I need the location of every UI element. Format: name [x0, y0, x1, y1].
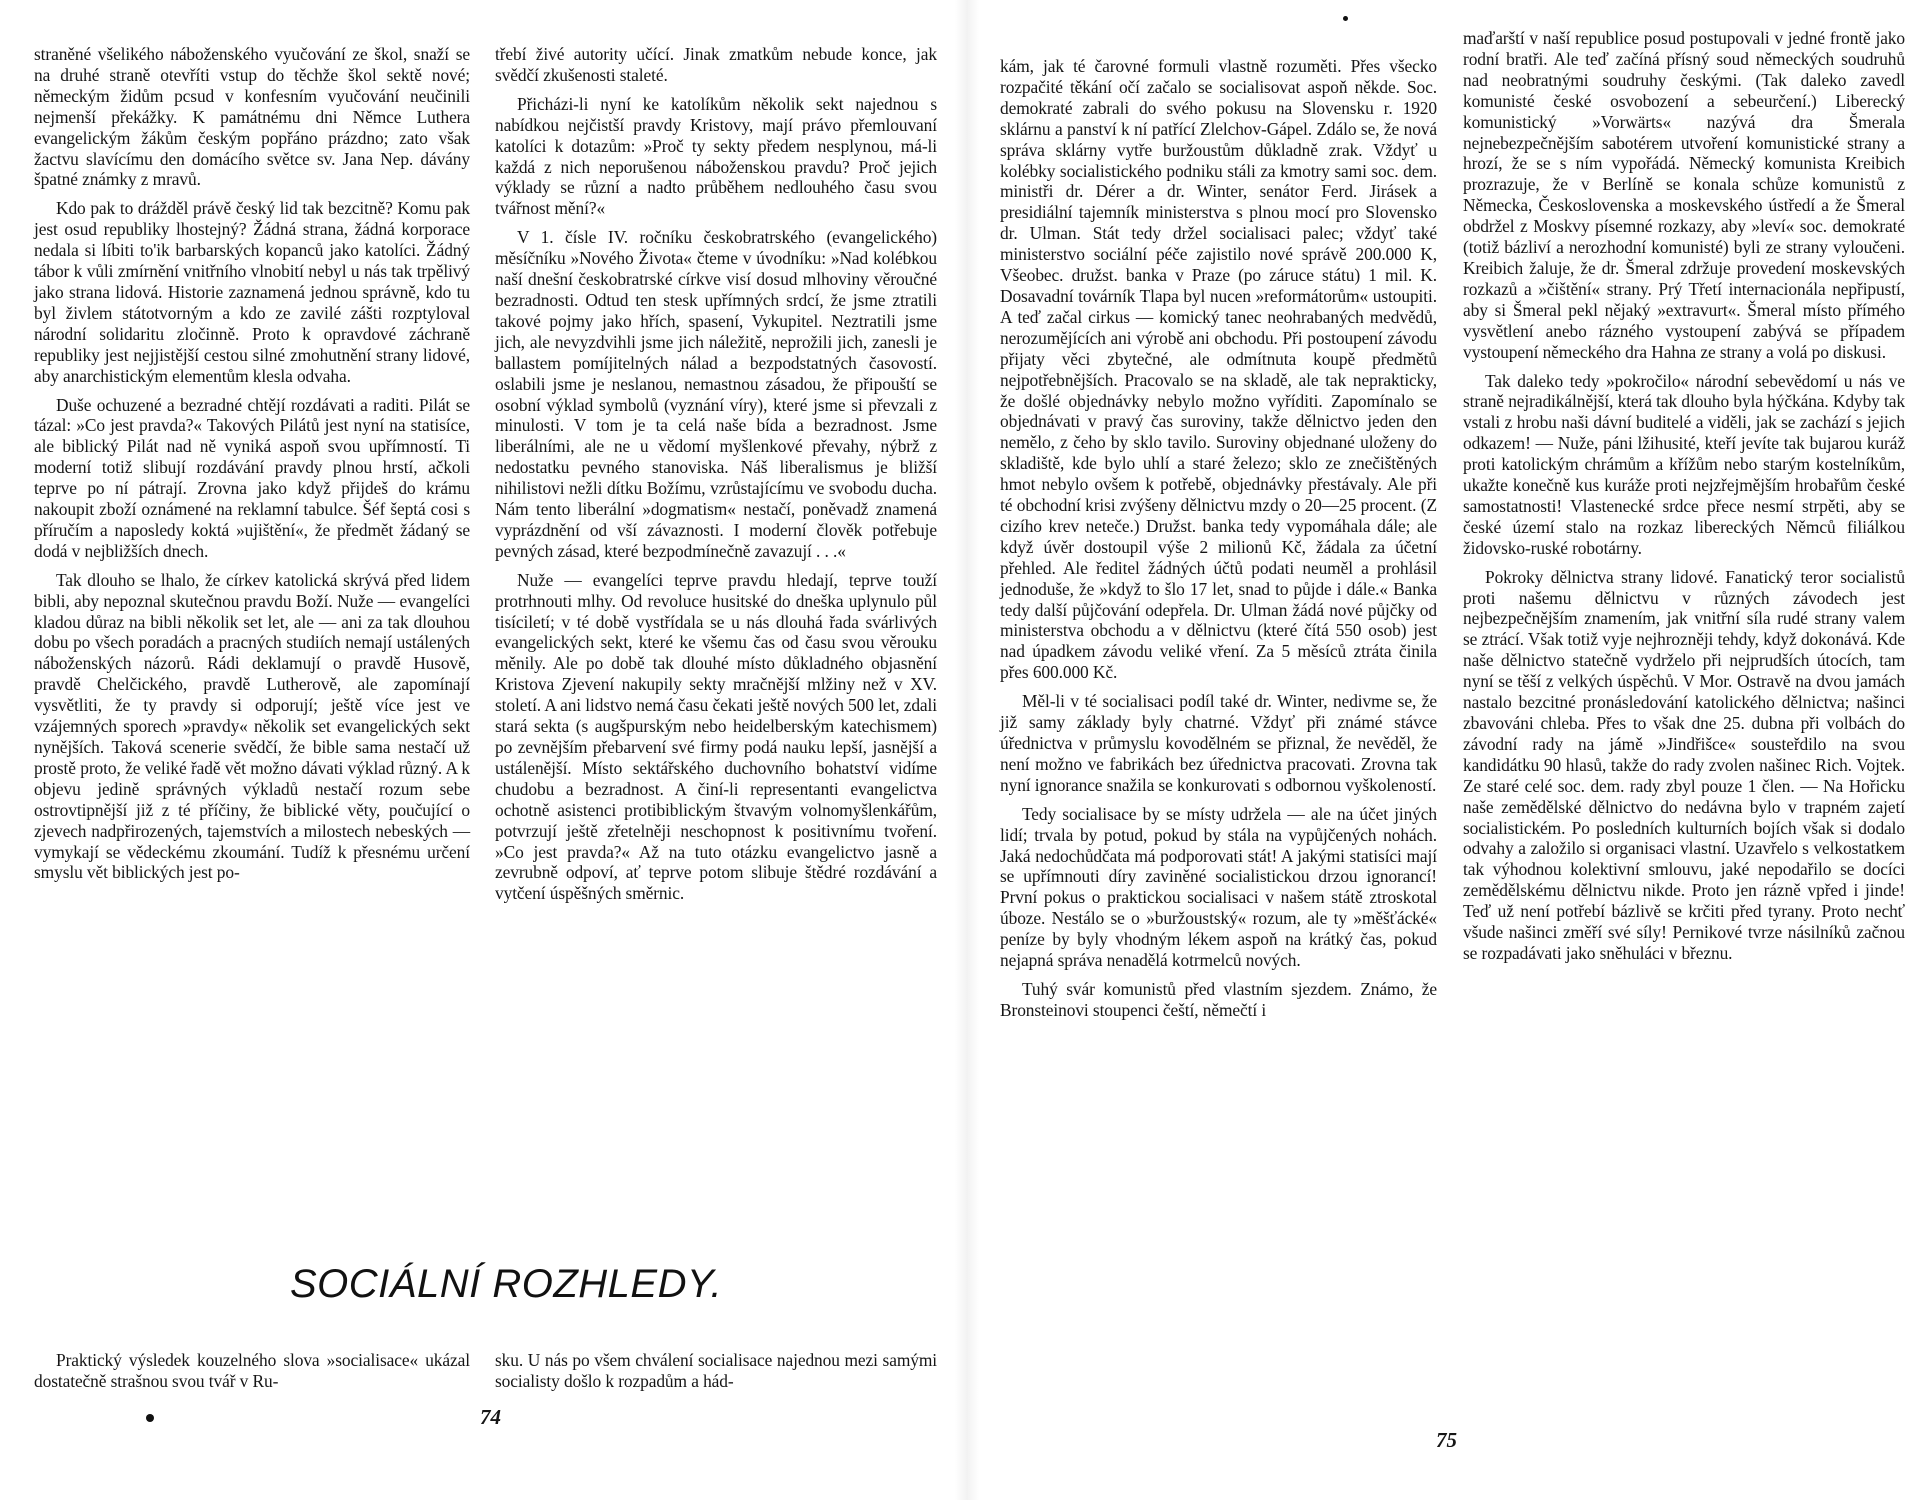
page-number: 74 — [480, 1405, 501, 1429]
paragraph: sku. U nás po všem chválení socialisace najednou mezi samými socialisty došlo k rozpadům a hád- — [495, 1350, 937, 1391]
paragraph: Kdo pak to drážděl právě český lid tak bezcitně? Komu pak jest osud republiky lhostejný? Žádná strana, žádná korporace nedala si líbiti to'ik barbarských kopanců jako katolíci. Žádný tábor k vůli zmírnění vnitřního vlnobití nebyl u nás tak trpělivý jako strana lidová. Historie zaznamená jednou správně, kdo tu byl živlem státotvorným a kdo ze zavilé zášti rozptyloval národní solidaritu zločinně. Proto k opravdové záchraně republiky jest nejjistější cestou silné zmohutnění strany lidové, aby anarchistickým elementům klesla odvaha. — [34, 198, 470, 386]
paragraph: maďarští v naší republice posud postupovali v jedné frontě jako rodní bratři. Ale teď začíná přísný soud německých soudruhů nad neobratnými soudruhy českými. (Tak daleko zavedl komunisté české osvobození a sebeurčení.) Liberecký komunistický »Vorwärts« nazývá dra Šmerala nejnebezpečnějším sabotérem utvoření komunistické strany a hrozí, že se s ním vypořádá. Německý komunista Kreibich prozrazuje, že v Berlíně se konala schůze komunistů z Německa, Československa a moskevského ústředí a že Šmeral obdržel z Moskvy písemné rozkazy, aby »leví« soc. demokraté (totiž bázliví a nerozhodní komunisté) byli ze strany vyloučeni. Kreibich žaluje, že dr. Šmeral zdržuje provedení moskevských rozkazů a »čištění« strany. Prý Třetí internacionála nepřipustí, aby si Šmeral pekl nějaký »extravurt«. Šmeral místo přímého vysvětlení anebo rázného vystoupení zabývá se případem vystoupení německého dra Hahna ze strany a volá po diskusi. — [1463, 28, 1905, 362]
paragraph: Tuhý svár komunistů před vlastním sjezdem. Známo, že Bronsteinovi stoupenci čeští, němečtí i — [1000, 978, 1437, 1020]
page-number: 75 — [1436, 1428, 1457, 1452]
paragraph: Přicházi-li nyní ke katolíkům několik sekt najednou s nabídkou nejčistší pravdy Kristovy, mají právo přemlouvaní katolíci k dotazům: »Proč ty sekty předem nesplynou, má-li každá z nich neporušenou náboženskou pravdu? Proč jejich výklady se různí a nadto průběhem nedlouhého času svou tvářnost mění?« — [495, 93, 937, 219]
right-page — [966, 0, 1932, 1500]
ink-speck — [146, 1414, 154, 1422]
paragraph: Tedy socialisace by se místy udržela — ale na účet jiných lidí; trvala by potud, pokud by stála na vypůjčených nohách. Jaká nedochůdčata má podporovati stát! A jakými statisíci mají se upřímnouti díry zaviněné socialistickou drzou ignorancí! První pokus o praktickou socialisaci v našem státě ztroskotal úboze. Nestálo se o »buržoustský« rozum, ale ty »měšťácké« peníze by byly vhodným lékem aspoň na krátký čas, pokud nejapná správa nenadělá kotrmelců nových. — [1000, 803, 1437, 971]
paragraph: straněné všelikého náboženského vyučování ze škol, snaží se na druhé straně otevříti vstup do těchže škol sektě nové; německým židům pcsud v konfesním vyučování neučinili nejmenší překážky. K památnému dni Němce Luthera evangelickým žákům českým popřáno prázdno; zato však žactvu slavícímu den domácího světce sv. Jana Nep. dávány špatné známky z mravů. — [34, 44, 470, 190]
right-column-1 — [1000, 56, 1437, 1029]
paragraph: Tak daleko tedy »pokročilo« národní sebevědomí u nás ve straně nejradikálnější, která tak dlouho byla hýčkána. Kdyby tak vstali z hrobu naši dávní buditelé a viděli, jak se zachází s jejich odkazem! — Nuže, páni lžihusité, kteří jevíte tak bujarou kuráž proti katolickým chrámům a křížům nebo starým kostelníkům, ukažte konečně kus kuráže proti nejzřejmějším hrobařům české samostatnosti! Vlastenecké srdce přece nesmí strpěti, aby se české území stalo na rozkaz libereckých Němců filiálkou židovsko-ruské robotárny. — [1463, 370, 1905, 558]
left-bottom-column-2 — [495, 1350, 937, 1400]
paragraph: Nuže — evangelíci teprve pravdu hledají, teprve touží protrhnouti mlhy. Od revoluce husitské do dneška uplynulo půl tisíciletí; v té době vystřídala se u nás dlouhá řada svárlivých evangelických sekt, které ke všemu čas od času svou věrouku měnily. Ale po době tak dlouhé místo důkladného objasnění Kristova Zjevení nakupily sekty mračnější mlžiny než v XV. století. A ani lidstvo nemá času čekati ještě nových 500 let, zdali stará sekta (s augšpurským nebo heidelberským katechismem) po zevnějším přebarvení své firmy podá nauku lepší, jasnější a ustálenější. Místo sektářského duchovního bohatství vidíme chudobu a bezradnost. A činí-li representanti evangelictva ochotně asistenci protibiblickým štvavým volnomyšlenkářům, potvrzují ještě zřetelněji neschopnost k positivnímu tvoření. »Co jest pravda?« Až na tuto otázku evangelictvo jasně a zevrubně odpoví, ať teprve potom slibuje štědré rozdávání a vytčení úspěšných směrnic. — [495, 569, 937, 904]
paragraph: Praktický výsledek kouzelného slova »socialisace« ukázal dostatečně strašnou svou tvář v Ru- — [34, 1350, 470, 1391]
paragraph: Pokroky dělnictva strany lidové. Fanatický teror socialistů proti našemu dělnictvu v různých závodech jest nejbezpečnějším znamením, jak vnitřní síla rudé strany valem se ztrácí. Však totiž vyje nejhrozněji tehdy, když dokonává. Kde naše dělnictvo statečně vydrželo při nejprudších útocích, tam nyní se těší z velkých úspěchů. V Mor. Ostravě na dvou jamách nastalo bezcitné pronásledování katolického dělnictva; našinci zbavováni chleba. Přes to však dne 25. dubna při volbách do závodní rady na jámě »Jindřišce« sousteřdilo na svou kandidátku 90 hlasů, takže do rady zvolen našinec Rich. Vojtek. Ze staré celé soc. dem. rady zbyl pouze 1 člen. — Na Hořicku naše zemědělské dělnictvo do nedávna bylo v trapném zajetí socialistickém. Po posledních kulturních bojích však si dodalo odvahy a založilo si organisaci vlastní. Uzavřelo s velkostatkem tak výhodnou kolektivní smlouvu, jaké nepodařilo se docíci zemědělskému dělnictvu nikde. Proto jen rázně vpřed i jinde! Teď už není potřebí bázlivě se krčiti před tyrany. Proto nechť všude našinci změří své síly! Pernikové tvrze násilníků začnou se rozpadávati jako sněhuláci v březnu. — [1463, 566, 1905, 963]
left-column-1 — [34, 44, 470, 891]
paragraph: V 1. čísle IV. ročníku českobratrského (evangelického) měsíčníku »Nového Života« čteme v úvodníku: »Nad kolébkou naší dnešní českobratrské církve visí dosud mlhoviny věroučné bezradnosti. Odtud ten stesk upřímných srdcí, že jsme ztratili takové pojmy jako hřích, spasení, Vykupitel. Neztratili jsme jich, ale nevyzdvihli jsme jich náležitě, neprožili jich, zanesli je ballastem pomíjitelných nálad a bezpodstatných časovostí. oslabili jsme je neslanou, nemastnou zásadou, že připouští se osobní výklad symbolů (vyznání víry), které jsme si převzali z minulosti. V tom je ta celá naše bída a bezradnost. Jsme liberálními, ale ne u vědomí myšlenkové převahy, nýbrž z nedostatku pevného stanoviska. Náš liberalismus je bližší nihilistovi nežli dítku Božímu, vzrůstajícímu ve svobodu ducha. Nám tento liberální »dogmatism« nestačí, poněvadž znamená vyprázdnění od vší závaznosti. I moderní člověk potřebuje pevných zásad, které bezpodmínečně zavazují . . .« — [495, 227, 937, 561]
left-column-2 — [495, 44, 937, 912]
paragraph: kám, jak té čarovné formuli vlastně rozuměti. Přes všecko rozpačité těkání očí začalo se socialisovat aspoň někde. Soc. demokraté zabrali do svého pokusu na Slovensku r. 1920 sklárnu a panství k ní patřící Zlelchov-Gápel. Zdálo se, že nová správa sklárny vytře buržoustům důkladně zrak. Vždyť u kolébky socialistického podniku stáli za kmotry sami soc. dem. ministři dr. Dérer a dr. Winter, senátor Ferd. Jirásek a presidiální tajemník ministerstva s plnou mocí pro Slovensko dr. Ulman. Stát tedy držel socialisaci palec; vždyť také ministerstvo sociální péče zajistilo nové správě 200.000 K, Všeobec. družst. banka v Praze (po záruce státu) 1 mil. K. Dosavadní továrník Tlapa byl nucen »reformátorům« ustoupiti. A teď začal cirkus — komický tanec neohrabaných medvědů, nerozumějících ani výrobě ani obchodu. Při postoupení závodu přijaty věci zbytečné, ale odmítnuta koupě předmětů nejpotřebnějších. Pracovalo se na skladě, ale tak neprakticky, že došlé objednávky nebylo možno vyříditi. Zapomínalo se objednávati v pravý čas suroviny, takže dělnictvo jeden den nemělo, z čeho by sklo tavilo. Suroviny objednané uloženy do skladiště, kde bylo uhlí a staré železo; sklo ze znečištěných hmot nebylo ovšem k potřebě, objednávky přestávaly. Ale při té obchodní krisi zvýšeny dělnictvu mzdy o 20—25 procent. (Z cizího krev neteče.) Družst. banka tedy vypomáhala dále; ale když úvěr dostoupil výše 2 milionů Kč, žádala za účetní přehled. Ale ředitel žádných účtů podati neuměl a prohlásil jednoduše, že »když to šlo 17 let, snad to půjde i dále.« Banka tedy další půjčování odepřela. Dr. Ulman žádá nové půjčky od ministerstva obchodu a v dělnictvu (které čítá 550 osob) jest nad úpadkem závodu veliké vření. Za 5 měsíců ztráta činila přes 600.000 Kč. — [1000, 56, 1437, 683]
right-column-2 — [1463, 28, 1905, 972]
left-bottom-column-1 — [34, 1350, 470, 1400]
paragraph: Tak dlouho se lhalo, že církev katolická skrývá před lidem bibli, aby nepoznal skutečnou pravdu Boží. Nuže — evangelíci kladou důraz na bibli několik set let, ale — ani za tak dlouhou dobu po všech poradách a pracných studiích nemají ustálených náboženských názorů. Rádi deklamují o pravdě Husově, pravdě Chelčického, pravdě Lutherově, ale zapomínají vysvětliti, že ty pravdy si odporují; ještě více jest ve vzájemných sporech »pravdy« několik set evangelických sekt nynějších. Taková scenerie svědčí, že bible sama nestačí už prostě proto, že veliké řadě vět možno dávati výklad různý. A k objevu jedině správných výkladů nestačí rozum sebe ostrovtipnější již z té příčiny, že biblické věty, poučující o zjevech nadpřirozených, tajemstvích a milostech nebeských — vymykají se vědeckému zkoumání. Tudíž k přesnému určení smyslu vět biblických jest po- — [34, 569, 470, 883]
paragraph: třebí živé autority učící. Jinak zmatkům nebude konce, jak svědčí zkušenosti staleté. — [495, 44, 937, 85]
paragraph: Měl-li v té socialisaci podíl také dr. Winter, nedivme se, že již samy základy byly chatrné. Vždyť při známé stávce úřednictva v průmyslu kovodělném se přiznal, že nevěděl, že není možno ve fabrikách bez úřednictva pracovati. Zrovna tak nyní ignorance snažila se konkurovati s odbornou vyškoleností. — [1000, 691, 1437, 795]
section-heading: SOCIÁLNÍ ROZHLEDY. — [290, 1262, 723, 1306]
ink-speck — [1343, 16, 1348, 21]
paragraph: Duše ochuzené a bezradné chtějí rozdávati a raditi. Pilát se tázal: »Co jest pravda?« Takových Pilátů jest nyní na statisíce, ale biblický Pilát nad ně vyniká aspoň svou upřímností. Ti moderní totiž slibují rozdávání pravdy plnou hrstí, ačkoli teprve po ní pátrají. Zrovna jako když přijdeš do krámu nakoupit zboží oznámené na reklamní tabulce. Šéf šeptá cosi s příručím a naposledy koktá »ujištění«, že předmět žádaný se dodá v nejbližších dnech. — [34, 394, 470, 561]
